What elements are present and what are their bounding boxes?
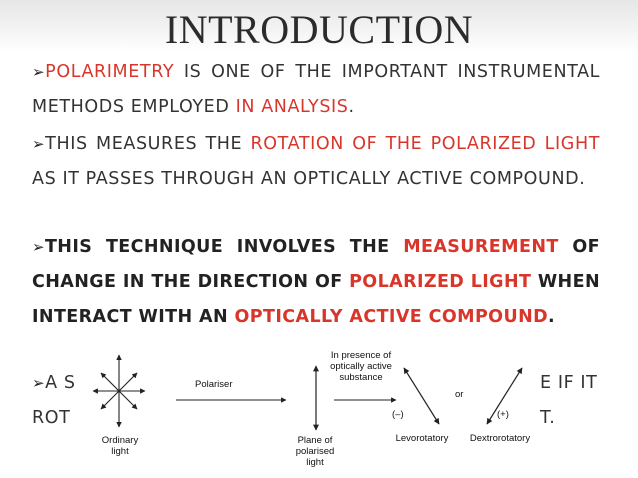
- bullet-arrow-icon: ➢: [32, 374, 46, 392]
- polarization-diagram: [91, 350, 536, 478]
- ordinary-light-label: Ordinary light: [101, 435, 139, 457]
- p1-in-analysis: IN ANALYSIS: [235, 97, 349, 117]
- bullet-4-line-2-left: [32, 401, 70, 436]
- p3-polarized-light: POLARIZED LIGHT: [349, 272, 532, 292]
- bullet-4-line-1-left: [32, 366, 76, 401]
- slide-title: INTRODUCTION: [164, 7, 474, 52]
- polariser-label: Polariser: [195, 379, 233, 390]
- bullet-paragraph-3: [32, 230, 600, 335]
- p1-text: IS ONE OF THE IMPORTANT INSTRUMENTAL METHODS EMPLOYED: [32, 62, 600, 117]
- bullet-arrow-icon: ➢: [32, 238, 45, 256]
- bullet-arrow-icon: ➢: [32, 63, 46, 81]
- levorotatory-label: Levorotatory: [395, 433, 449, 444]
- p4-line1-right: E IF IT: [540, 373, 598, 393]
- plus-sign: (+): [497, 409, 509, 420]
- in-presence-label: In presence of optically active substance: [330, 350, 392, 383]
- p1-polarimetry: POLARIMETRY: [45, 62, 175, 82]
- bullet-4-line-2-right: [540, 401, 555, 436]
- or-label: or: [455, 389, 464, 400]
- p3-text-c: OF CHANGE IN THE DIRECTION OF: [32, 237, 601, 292]
- p3-measurement: MEASUREMENT: [403, 237, 559, 257]
- bullet-paragraph-1: [32, 55, 600, 125]
- p3-period: .: [548, 307, 556, 327]
- p4-line1-left: A S: [45, 373, 76, 393]
- bullet-4-line-1-right: [540, 366, 597, 401]
- p4-line2-left: ROT: [32, 408, 71, 428]
- p3-optically-active: OPTICALLY ACTIVE COMPOUND: [234, 307, 549, 327]
- p2-text-a: THIS MEASURES THE: [45, 134, 251, 154]
- minus-sign: (–): [392, 409, 404, 420]
- p4-line2-right: T.: [540, 408, 556, 428]
- p1-period: .: [348, 97, 355, 117]
- p3-text-e: WHEN INTERACT WITH AN: [32, 272, 600, 327]
- p3-text-a: THIS TECHNIQUE INVOLVES THE: [44, 237, 404, 257]
- p2-rotation: ROTATION OF THE POLARIZED LIGHT: [250, 134, 600, 154]
- dextrorotatory-label: Dextrorotatory: [469, 433, 531, 444]
- p2-text-c: AS IT PASSES THROUGH AN OPTICALLY ACTIVE COMPOUND.: [32, 169, 586, 189]
- bullet-arrow-icon: ➢: [32, 135, 46, 153]
- plane-of-polarised-light-label: Plane of polarised light: [295, 435, 335, 468]
- bullet-paragraph-2: [32, 127, 600, 197]
